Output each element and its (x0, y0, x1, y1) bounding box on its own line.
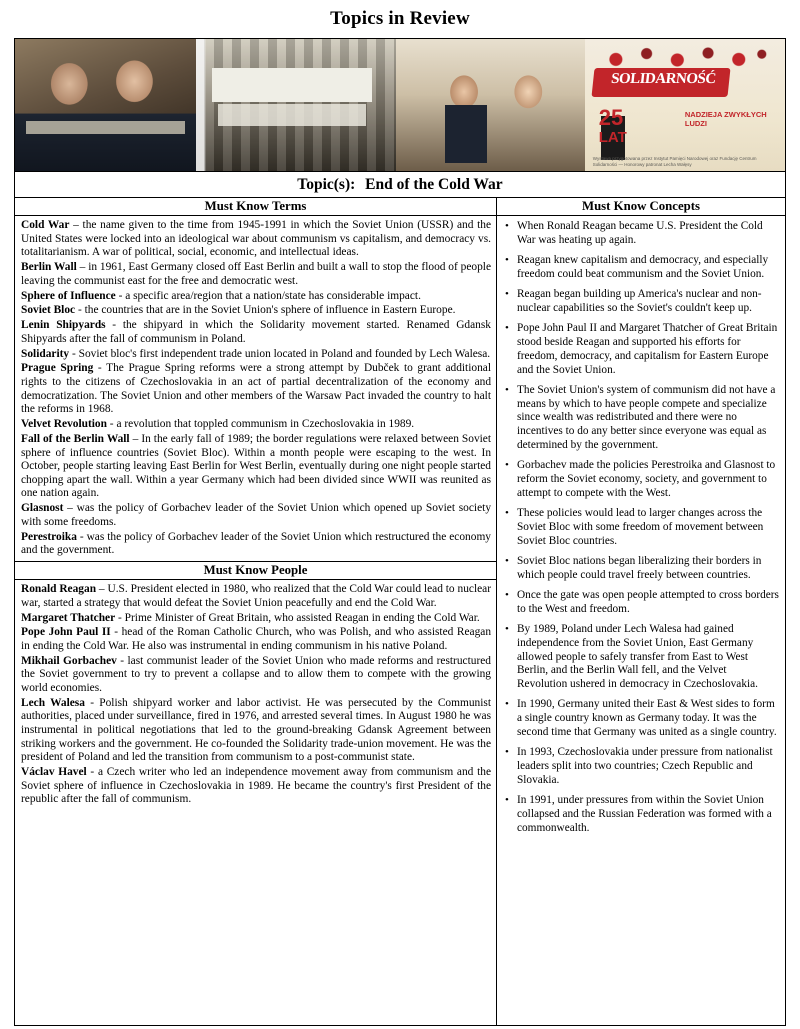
bullet-icon: • (505, 746, 509, 759)
glossary-entry (21, 583, 491, 610)
terms-list (15, 216, 496, 561)
glossary-dash: - (106, 418, 117, 431)
right-column (497, 198, 785, 1025)
glossary-term: Soviet Bloc (21, 304, 76, 317)
topic-bar (14, 172, 786, 198)
glossary-definition: Soviet bloc's first independent trade union located in Poland and founded by Lech Walesa. (78, 347, 491, 360)
topic-value: End of the Cold War (365, 176, 503, 193)
glossary-term: Perestroika (21, 530, 77, 543)
glossary-term: Václav Havel (21, 766, 87, 779)
glossary-term: Pope John Paul II (21, 626, 111, 639)
glossary-term: Sphere of Influence (21, 289, 116, 302)
glossary-definition: Prime Minister of Great Britain, who assisted Reagan in ending the Cold War. (124, 611, 480, 624)
anniversary-unit: LAT (598, 129, 627, 147)
concept-text: Pope John Paul II and Margaret Thatcher of Great Britain stood beside Reagan and supported his efforts for freedom, democracy, and capitalism for Eastern Europe and the Soviet Union. (517, 322, 778, 376)
glossary-dash: – (129, 432, 142, 445)
concept-text: When Ronald Reagan became U.S. President the Cold War was heating up again. (517, 220, 763, 246)
glossary-term: Cold War (21, 219, 70, 231)
concept-item (501, 384, 779, 453)
glossary-definition: in 1961, East Germany closed off East Berlin and built a wall to stop the flood of people leaving the communist east for the free and democratic west. (21, 261, 492, 287)
anniversary-number: 25 (598, 104, 624, 130)
glossary-entry (21, 433, 491, 501)
glossary-entry (21, 531, 491, 558)
glossary-definition: last communist leader of the Soviet Union who made reforms and restructured the Soviet government to try to prevent a collapse and to allow them to compete with the growing world economies. (21, 654, 492, 694)
glossary-dash: – (63, 502, 77, 515)
glossary-definition: In the early fall of 1989; the border regulations were relaxed between Soviet sphere of influence countries (Soviet Bloc). Within a month people were escaping to the west. In October, people starting leaving East Berlin for West Berlin, eventually during one night people started chopping apart the wall. Within a year Germany which had been divided since WWII was reunited as one nation again. (21, 432, 492, 500)
content-grid (14, 198, 786, 1026)
glossary-term: Lech Walesa (21, 696, 85, 709)
concept-item (501, 623, 779, 692)
glossary-definition: a revolution that toppled communism in Czechoslovakia in 1989. (116, 418, 415, 431)
glossary-term: Margaret Thatcher (21, 611, 116, 624)
concept-item (501, 794, 779, 835)
glossary-term: Prague Spring (21, 362, 94, 375)
glossary-dash: - (86, 766, 98, 779)
bullet-icon: • (505, 794, 509, 807)
glossary-dash: - (69, 347, 79, 360)
concept-text: Reagan knew capitalism and democracy, and especially freedom could beat communism and the Soviet Union. (517, 254, 769, 280)
protest-crowd-banners-photo (196, 39, 396, 171)
concept-item (501, 220, 779, 248)
glossary-dash: - (115, 289, 126, 302)
solidarnosc-poster (585, 39, 785, 171)
poster-subtitle: NADZIEJA ZWYKŁYCH LUDZI (684, 110, 767, 129)
concept-text: Soviet Bloc nations began liberalizing their borders in which people could travel freely between countries. (517, 554, 762, 581)
glossary-term: Fall of the Berlin Wall (21, 432, 130, 445)
glossary-term: Velvet Revolution (21, 418, 107, 431)
concept-item (501, 555, 779, 583)
glossary-entry (21, 697, 491, 765)
glossary-entry (21, 626, 491, 653)
concept-item (501, 746, 779, 787)
bullet-icon: • (505, 554, 509, 567)
concepts-list (497, 216, 785, 844)
bullet-icon: • (505, 322, 509, 335)
bullet-icon: • (505, 220, 509, 232)
page-title: Topics in Review (330, 8, 470, 29)
concept-text: These policies would lead to larger changes across the Soviet Bloc with some freedom of movement between Soviet Bloc countries. (517, 507, 764, 547)
glossary-term: Ronald Reagan (21, 583, 97, 596)
topic-label: Topic(s): (297, 176, 356, 193)
bullet-icon: • (505, 459, 509, 472)
glossary-dash: - (105, 319, 123, 332)
glossary-term: Berlin Wall (21, 261, 77, 274)
glossary-dash: - (110, 626, 122, 639)
concept-item (501, 589, 779, 617)
flowers-decoration (589, 42, 781, 71)
bullet-icon: • (505, 507, 509, 520)
glossary-definition: was the policy of Gorbachev leader of the Soviet Union which restructured the economy and the government. (21, 530, 492, 557)
glossary-definition: U.S. President elected in 1980, who realized that the Cold War could lead to nuclear war, started a strategy that would defeat the Soviet Union peacefully and end the Cold War. (21, 583, 492, 609)
image-strip (14, 38, 786, 172)
people-heading: Must Know People (15, 561, 496, 580)
glossary-entry (21, 348, 491, 362)
glossary-term: Mikhail Gorbachev (21, 654, 117, 667)
glossary-dash: - (84, 696, 100, 709)
concept-item (501, 288, 779, 316)
glossary-definition: the shipyard in which the Solidarity movement started. Renamed Gdansk Shipyards after the fall of communism in Poland. (21, 319, 492, 345)
glossary-dash: - (76, 530, 87, 543)
glossary-dash: - (115, 611, 125, 624)
glossary-entry (21, 766, 491, 807)
glossary-term: Lenin Shipyards (21, 319, 106, 332)
glossary-term: Glasnost (21, 502, 64, 515)
bullet-icon: • (505, 288, 509, 301)
concept-item (501, 507, 779, 548)
glossary-dash: – (96, 583, 108, 596)
glossary-entry (21, 261, 491, 288)
reagan-thatcher-meeting-photo (396, 39, 585, 171)
concept-text: In 1990, Germany united their East & West sides to form a single country known as Germany today. It was the second time that Germany was united as a single country. (517, 698, 777, 738)
glossary-dash: - (116, 654, 128, 667)
glossary-entry (21, 362, 491, 417)
glossary-entry (21, 502, 491, 529)
concept-text: By 1989, Poland under Lech Walesa had gained independence from the Soviet Union, East Germany allowed people to safely transfer from East to West Berlin, and the Berlin Wall fell, and the Velvet Revolution ushered in democracy in Czechoslovakia. (517, 623, 758, 691)
concept-text: The Soviet Union's system of communism did not have a means by which to have people compete and specialize since wealth was redistributed and there were no incentives to do any better since everyone was equal as determined by the government. (517, 383, 776, 451)
bullet-icon: • (505, 588, 509, 601)
glossary-entry (21, 304, 491, 318)
glossary-dash: - (93, 362, 107, 375)
glossary-dash: – (76, 261, 89, 274)
poster-footnote: Wystawa przygotowana przez Instytut Pamięci Narodowej oraz Fundację Centrum Solidarności — Honorowy patronat Lecha Wałęsy (592, 156, 757, 167)
glossary-entry (21, 612, 491, 626)
bullet-icon: • (505, 623, 509, 636)
concept-text: In 1991, under pressures from within the Soviet Union collapsed and the Russian Federation was formed with a commonwealth. (517, 794, 772, 834)
solidarnosc-poster-art (585, 39, 785, 171)
glossary-entry (21, 319, 491, 346)
glossary-dash: – (69, 219, 83, 231)
concept-text: Reagan began building up America's nuclear and non-nuclear capabilities so the Soviet's couldn't keep up. (517, 288, 762, 314)
glossary-entry (21, 290, 491, 304)
concepts-heading: Must Know Concepts (497, 198, 785, 216)
bullet-icon: • (505, 383, 509, 396)
concept-item (501, 698, 779, 739)
concept-item (501, 322, 779, 377)
glossary-definition: head of the Roman Catholic Church, who was Polish, and who assisted Reagan in ending the Cold War. He also was instrumental in ending communism in his native Poland. (21, 626, 492, 652)
glossary-definition: The Prague Spring reforms were a strong attempt by Dubček to grant additional rights to the citizens of Czechoslovakia in an act of partial decentralization of the economy and democratization. The Soviet Union and other members of the Warsaw Pact invaded the country to halt the reforms in 1968. (21, 362, 492, 416)
glossary-dash: - (75, 304, 85, 317)
concept-item (501, 254, 779, 282)
concept-text: In 1993, Czechoslovakia under pressure from nationalist leaders split into two countries; Czech Republic and Slovakia. (517, 746, 773, 786)
glossary-entry (21, 219, 491, 260)
concept-text: Once the gate was open people attempted to cross borders to the West and freedom. (517, 588, 779, 615)
glossary-definition: a specific area/region that a nation/state has considerable impact. (125, 289, 421, 302)
glossary-definition: a Czech writer who led an independence movement away from communism and the Soviet sphere of influence in Czechoslovakia in 1989. He became the country's first President of the republic after the fall of communism. (21, 766, 492, 806)
glossary-entry (21, 418, 491, 432)
gorbachev-reagan-signing-photo (15, 39, 196, 171)
terms-heading: Must Know Terms (15, 198, 496, 216)
glossary-entry (21, 655, 491, 696)
concept-item (501, 459, 779, 500)
glossary-definition: Polish shipyard worker and labor activist. He was persecuted by the Communist authorities, placed under surveillance, fired in 1976, and arrested several times. In August 1980 he was instrumental in political negotiations that led to the ground-breaking Gdansk Agreement between striking workers and the government. He co-founded the Solidarity trade-union movement. He was the president of Poland and led the transition from communism to a post-communist state. (21, 696, 492, 764)
glossary-definition: the name given to the time from 1945-1991 in which the Soviet Union (USSR) and the United States were locked into an ideological war about communism vs capitalism, and democracy vs. totalitarianism. A war of political, social, economic, and intellectual ideas. (21, 219, 492, 259)
people-list (15, 580, 496, 810)
bullet-icon: • (505, 698, 509, 711)
glossary-term: Solidarity (21, 347, 70, 360)
left-column (15, 198, 497, 1025)
solidarnosc-wordmark: SOLIDARNOŚĆ (610, 71, 717, 88)
glossary-definition: the countries that are in the Soviet Union's sphere of influence in Eastern Europe. (84, 304, 456, 317)
glossary-definition: was the policy of Gorbachev leader of the Soviet Union which opened up Soviet society with some freedoms. (21, 502, 492, 528)
bullet-icon: • (505, 254, 509, 267)
concept-text: Gorbachev made the policies Perestroika and Glasnost to reform the Soviet economy, society, and government to attempt to compete with the West. (517, 459, 776, 499)
